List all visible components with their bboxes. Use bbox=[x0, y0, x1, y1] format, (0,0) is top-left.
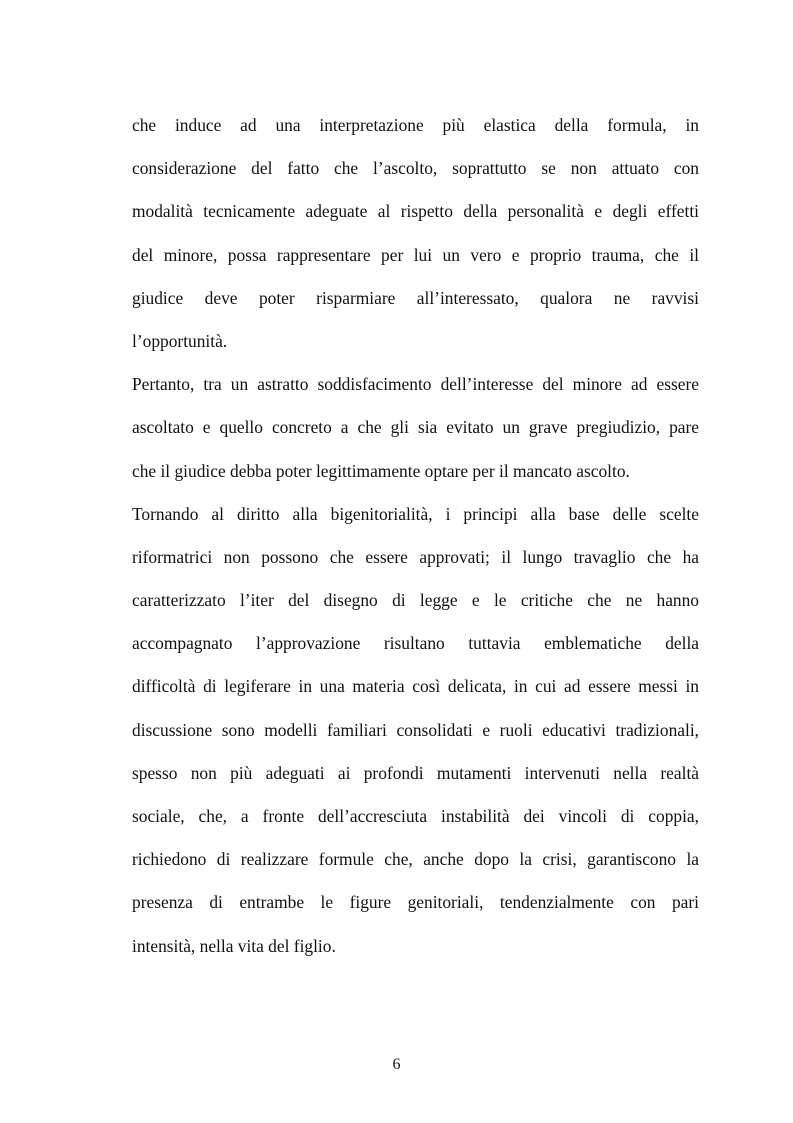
text-line: sociale, che, a fronte dell’accresciuta instabilità dei vincoli di coppia, bbox=[132, 806, 699, 826]
text-line: accompagnato l’approvazione risultano tuttavia emblematiche della bbox=[132, 633, 699, 654]
text-line: riformatrici non possono che essere approvati; il lungo travaglio che ha bbox=[132, 546, 699, 567]
text-line: caratterizzato l’iter del disegno di legge e le critiche che ne hanno bbox=[132, 590, 699, 611]
text-line: intensità, nella vita del figlio. bbox=[132, 935, 336, 956]
text-line: ascoltato e quello concreto a che gli sia evitato un grave pregiudizio, pare bbox=[132, 417, 699, 438]
text-line: modalità tecnicamente adeguate al rispetto della personalità e degli effetti bbox=[132, 201, 699, 222]
text-line: l’opportunità. bbox=[132, 330, 228, 351]
text-line: difficoltà di legiferare in una materia così delicata, in cui ad essere messi in bbox=[132, 676, 699, 697]
text-line: del minore, possa rappresentare per lui un vero e proprio trauma, che il bbox=[132, 244, 699, 265]
page-number: 6 bbox=[392, 1056, 401, 1073]
text-line: presenza di entrambe le figure genitoriali, tendenzialmente con pari bbox=[132, 892, 699, 913]
text-line: Tornando al diritto alla bigenitorialità, i principi alla base delle scelte bbox=[132, 503, 699, 524]
text-line: che induce ad una interpretazione più elastica della formula, in bbox=[132, 115, 699, 135]
text-line: che il giudice debba poter legittimamente optare per il mancato ascolto. bbox=[132, 460, 630, 481]
body-text bbox=[132, 108, 699, 972]
text-line: giudice deve poter risparmiare all’interessato, qualora ne ravvisi bbox=[132, 287, 699, 308]
text-line: discussione sono modelli familiari consolidati e ruoli educativi tradizionali, bbox=[132, 719, 699, 740]
text-line: spesso non più adeguati ai profondi mutamenti intervenuti nella realtà bbox=[132, 762, 699, 783]
text-line: Pertanto, tra un astratto soddisfacimento dell’interesse del minore ad essere bbox=[132, 374, 699, 395]
text-line: richiedono di realizzare formule che, anche dopo la crisi, garantiscono la bbox=[132, 849, 699, 870]
text-line: considerazione del fatto che l’ascolto, soprattutto se non attuato con bbox=[132, 158, 699, 179]
